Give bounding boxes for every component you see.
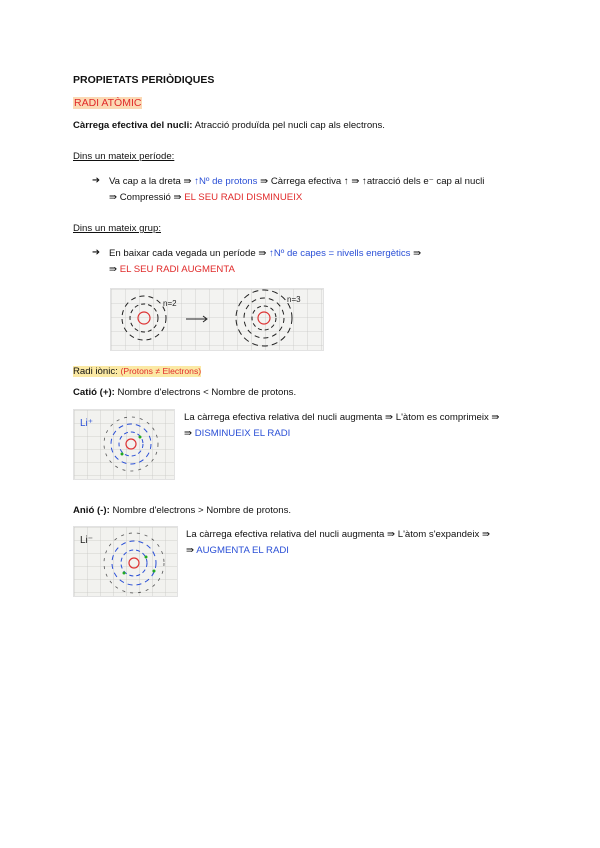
- cation-desc2-a: ⇛: [184, 428, 193, 439]
- arrow-right-icon: ➔: [92, 247, 101, 258]
- arrow-right-icon: ➔: [92, 175, 101, 186]
- grup-capes: ↑Nº de capes = nivells energètics: [269, 248, 411, 259]
- periode-line-2: [109, 192, 302, 203]
- anion-desc-1: La càrrega efectiva relativa del nucli augmenta ⇛ L'àtom s'expandeix ⇛: [186, 529, 490, 540]
- cation-line: [73, 387, 296, 398]
- grup-heading: Dins un mateix grup:: [73, 223, 161, 234]
- periode-line1-a: Va cap a la dreta ⇛: [109, 176, 192, 187]
- grup-line1-c: ⇛: [413, 248, 422, 259]
- cation-sketch: [73, 409, 175, 480]
- anion-desc2-a: ⇛: [186, 545, 195, 556]
- radi-ionic-label: Radi iònic:: [73, 366, 118, 377]
- grup-result: EL SEU RADI AUGMENTA: [119, 264, 235, 275]
- periode-heading: Dins un mateix període:: [73, 151, 175, 162]
- anion-line: [73, 505, 291, 516]
- cation-sketch-label: Li⁺: [80, 418, 94, 429]
- cation-text: Nombre d'electrons < Nombre de protons.: [117, 387, 297, 398]
- anion-result: AUGMENTA EL RADI: [196, 545, 289, 556]
- periode-result: EL SEU RADI DISMINUEIX: [184, 192, 303, 203]
- cation-desc-1: La càrrega efectiva relativa del nucli augmenta ⇛ L'àtom es comprimeix ⇛: [184, 412, 500, 423]
- carrega-efectiva-text: Atracció produïda pel nucli cap als electrons.: [194, 120, 385, 131]
- cation-desc-2: [184, 428, 290, 439]
- radi-ionic-line: [73, 366, 201, 377]
- page-title: PROPIETATS PERIÒDIQUES: [73, 74, 215, 86]
- sketch-label-left: n=2: [163, 299, 177, 308]
- radi-ionic-note: (Protons ≠ Electrons): [120, 366, 202, 376]
- atom-shells-sketch: [110, 288, 324, 351]
- grup-line1-a: En baixar cada vegada un període ⇛: [109, 248, 267, 259]
- periode-line2-a: ⇛ Compressió ⇛: [109, 192, 182, 203]
- grup-line2-a: ⇛: [109, 264, 118, 275]
- anion-label: Anió (-):: [73, 505, 110, 516]
- anion-text: Nombre d'electrons > Nombre de protons.: [112, 505, 292, 516]
- grup-line-1: [109, 248, 421, 259]
- anion-sketch-label: Li⁻: [80, 535, 94, 546]
- sketch-label-right: n=3: [287, 295, 301, 304]
- cation-label: Catió (+):: [73, 387, 115, 398]
- radi-atomic-heading: RADI ATÒMIC: [74, 97, 142, 109]
- anion-desc-2: [186, 545, 289, 556]
- periode-line1-c: ⇛ Càrrega efectiva ↑ ⇛ ↑atracció dels e⁻ cap al nucli: [260, 176, 485, 187]
- periode-protons: ↑Nº de protons: [194, 176, 258, 187]
- carrega-efectiva-label: Càrrega efectiva del nucli:: [73, 120, 193, 131]
- anion-sketch: [73, 526, 178, 597]
- grup-line-2: [109, 264, 235, 275]
- cation-result: DISMINUEIX EL RADI: [194, 428, 291, 439]
- carrega-efectiva-line: [73, 120, 385, 131]
- periode-line-1: [109, 176, 484, 187]
